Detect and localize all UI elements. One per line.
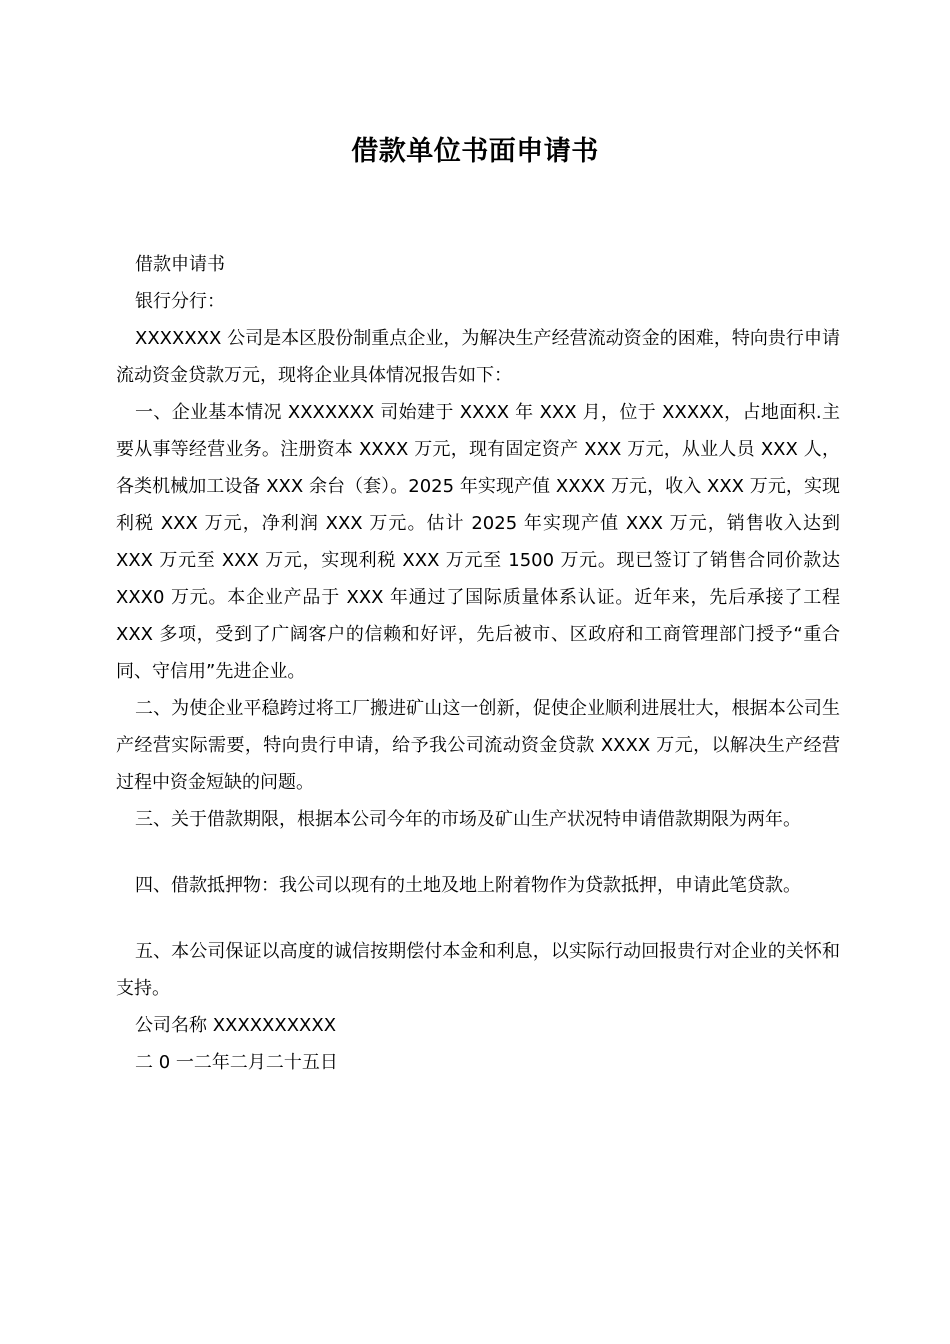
letter-heading: 借款申请书 (135, 254, 225, 275)
company-name: 公司名称 XXXXXXXXXX (135, 1015, 337, 1036)
document-body (116, 246, 840, 1081)
document-title: 借款单位书面申请书 (351, 136, 599, 167)
section-4-paragraph: 四、借款抵押物：我公司以现有的土地及地上附着物作为贷款抵押，申请此笔贷款。 (135, 875, 801, 896)
section-3-paragraph: 三、关于借款期限，根据本公司今年的市场及矿山生产状况特申请借款期限为两年。 (135, 809, 801, 830)
section-5-paragraph: 五、本公司保证以高度的诚信按期偿付本金和利息，以实际行动回报贵行对企业的关怀和支持。 (116, 941, 840, 999)
addressee: 银行分行： (135, 291, 225, 312)
letter-date: 二 0 一二年二月二十五日 (135, 1052, 338, 1073)
intro-paragraph: XXXXXXX 公司是本区股份制重点企业，为解决生产经营流动资金的困难，特向贵行申请流动资金贷款万元，现将企业具体情况报告如下： (116, 328, 840, 386)
section-2-paragraph: 二、为使企业平稳跨过将工厂搬进矿山这一创新，促使企业顺利进展壮大，根据本公司生产经营实际需要，特向贵行申请，给予我公司流动资金贷款 XXXX 万元，以解决生产经营过程中资金短缺的问题。 (116, 698, 840, 793)
section-1-paragraph: 一、企业基本情况 XXXXXXX 司始建于 XXXX 年 XXX 月，位于 XXXXX，占地面积.主要从事等经营业务。注册资本 XXXX 万元，现有固定资产 XXX 万元，从业人员 XXX 人，各类机械加工设备 XXX 余台（套）。2025 年实现产值 XXXX 万元，收入 XXX 万元，实现利税 XXX 万元，净利润 XXX 万元。估计 2025 年实现产值 XXX 万元，销售收入达到 XXX 万元至 XXX 万元，实现利税 XXX 万元至 1500 万元。现已签订了销售合同价款达 XXX0 万元。本企业产品于 XXX 年通过了国际质量体系认证。近年来，先后承接了工程 XXX 多项，受到了广阔客户的信赖和好评，先后被市、区政府和工商管理部门授予“重合同、守信用”先进企业。 (116, 402, 840, 682)
